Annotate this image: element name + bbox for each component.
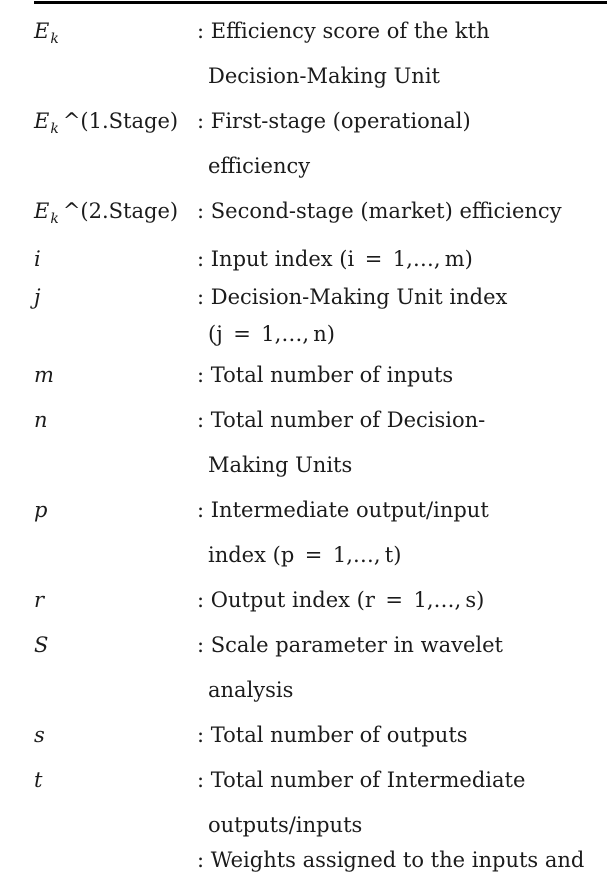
symbol-base: S xyxy=(34,633,49,657)
definition-line: : Output index (r = 1,…, s) xyxy=(197,588,485,612)
symbol-base: E xyxy=(34,109,50,133)
symbol-base: E xyxy=(34,199,50,223)
symbol-cell xyxy=(34,713,197,758)
definition-line: : Weights assigned to the inputs and xyxy=(197,848,585,872)
definition-cell xyxy=(197,488,607,578)
definition-line: : Second-stage (market) efficiency xyxy=(197,199,562,223)
symbol-superscript-notation: ^(2.Stage) xyxy=(62,199,179,223)
definition-cell xyxy=(197,713,607,758)
definition-cell xyxy=(197,578,607,623)
definition-line: : Efficiency score of the kth xyxy=(197,19,490,43)
definition-line: index (p = 1,…, t) xyxy=(208,543,402,567)
nomenclature-row xyxy=(34,578,607,623)
symbol-cell xyxy=(34,623,197,668)
definition-line: Making Units xyxy=(208,453,353,477)
symbol-cell xyxy=(34,578,197,623)
definition-line: : Total number of inputs xyxy=(197,363,454,387)
symbol-base: n xyxy=(34,408,48,432)
symbol-cell xyxy=(34,353,197,398)
symbol-base: r xyxy=(34,588,45,612)
nomenclature-row xyxy=(34,713,607,758)
definition-cell xyxy=(197,189,607,234)
nomenclature-row xyxy=(34,838,607,883)
definition-line: : Total number of outputs xyxy=(197,723,468,747)
definition-line: : Input index (i = 1,…, m) xyxy=(197,247,473,271)
definition-line: : Scale parameter in wavelet xyxy=(197,633,503,657)
symbol-cell xyxy=(34,189,197,237)
symbol-cell xyxy=(34,488,197,533)
symbol-subscript: k xyxy=(50,211,59,227)
nomenclature-row xyxy=(34,623,607,713)
symbol-cell xyxy=(34,275,197,320)
symbol-subscript: k xyxy=(50,31,59,47)
definition-line: : Intermediate output/input xyxy=(197,498,489,522)
definition-cell xyxy=(197,9,607,99)
nomenclature-row xyxy=(34,488,607,578)
definition-cell xyxy=(197,275,607,348)
definition-line: : Total number of Decision- xyxy=(197,408,486,432)
symbol-cell xyxy=(34,398,197,443)
table-top-rule xyxy=(34,1,607,4)
nomenclature-row xyxy=(34,758,607,848)
definition-cell xyxy=(197,398,607,488)
definition-line: efficiency xyxy=(208,154,311,178)
definition-line: Decision-Making Unit xyxy=(208,64,440,88)
symbol-base: t xyxy=(34,768,43,792)
symbol-base: p xyxy=(34,498,48,522)
definition-line: (j = 1,…, n) xyxy=(208,322,335,346)
definition-line: : Decision-Making Unit index xyxy=(197,285,508,309)
symbol-subscript: k xyxy=(50,121,59,137)
symbol-cell xyxy=(34,99,197,147)
nomenclature-row xyxy=(34,353,607,398)
symbol-base: i xyxy=(34,247,41,271)
symbol-base: E xyxy=(34,19,50,43)
definition-line: : Total number of Intermediate xyxy=(197,768,526,792)
nomenclature-row xyxy=(34,275,607,348)
symbol-superscript-notation: ^(1.Stage) xyxy=(62,109,179,133)
definition-cell xyxy=(197,838,607,883)
nomenclature-row xyxy=(34,398,607,488)
definition-cell xyxy=(197,99,607,189)
definition-line: : First-stage (operational) xyxy=(197,109,471,133)
nomenclature-row xyxy=(34,189,607,237)
nomenclature-row xyxy=(34,9,607,99)
nomenclature-row xyxy=(34,99,607,189)
definition-cell xyxy=(197,353,607,398)
symbol-cell xyxy=(34,758,197,803)
symbol-base: j xyxy=(34,285,41,309)
definition-cell xyxy=(197,758,607,848)
definition-line: outputs/inputs xyxy=(208,813,363,837)
symbol-base: m xyxy=(34,363,54,387)
definition-cell xyxy=(197,623,607,713)
definition-line: analysis xyxy=(208,678,294,702)
symbol-base: s xyxy=(34,723,45,747)
symbol-cell xyxy=(34,9,197,57)
